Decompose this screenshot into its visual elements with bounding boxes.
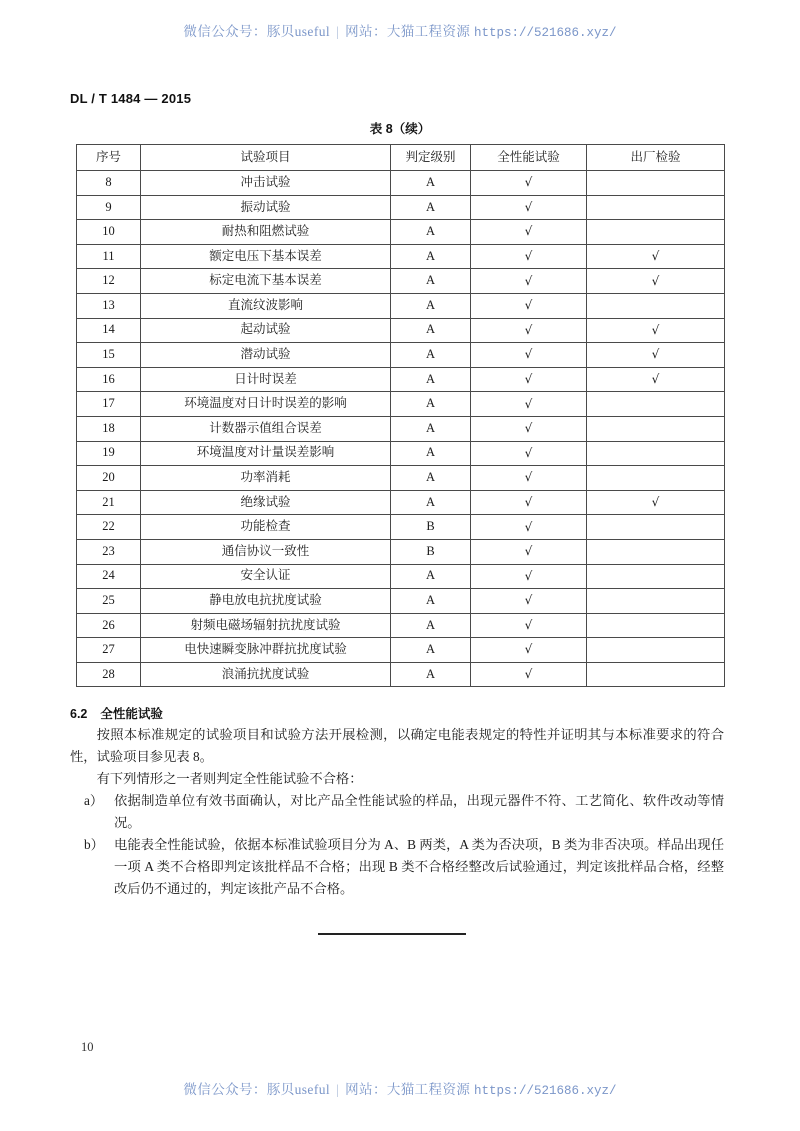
table-row [77,318,725,343]
cell-factory-inspection: √ [587,367,725,392]
table-row [77,589,725,614]
cell-full-performance: √ [471,195,587,220]
cell-no: 20 [77,466,141,491]
cell-factory-inspection [587,662,725,687]
cell-grade: A [391,589,471,614]
cell-item: 绝缘试验 [141,490,391,515]
table-container [76,144,724,687]
cell-grade: A [391,466,471,491]
col-header-item: 试验项目 [141,145,391,171]
cell-item: 环境温度对日计时误差的影响 [141,392,391,417]
cell-grade: A [391,195,471,220]
cell-item: 通信协议一致性 [141,539,391,564]
cell-no: 22 [77,515,141,540]
cell-factory-inspection [587,416,725,441]
cell-grade: A [391,171,471,196]
cell-grade: A [391,220,471,245]
cell-factory-inspection: √ [587,269,725,294]
watermark-wechat-value: 豚贝useful [266,24,331,39]
list-item-text: 电能表全性能试验，依据本标准试验项目分为 A、B 两类，A 类为否决项，B 类为非否决项。样品出现任一项 A 类不合格即判定该批样品不合格；出现 B 类不合格经整改后试验通过，判定该批样品合格，经整改后仍不通过的，判定该批产品不合格。 [114,837,724,896]
cell-no: 8 [77,171,141,196]
cell-no: 19 [77,441,141,466]
watermark-wechat-value: 豚贝useful [266,1082,331,1097]
col-header-factory-inspection: 出厂检验 [587,145,725,171]
cell-grade: A [391,392,471,417]
cell-factory-inspection [587,515,725,540]
cell-grade: A [391,441,471,466]
table-row [77,367,725,392]
table-row [77,269,725,294]
cell-item: 电快速瞬变脉冲群抗扰度试验 [141,638,391,663]
cell-item: 计数器示值组合误差 [141,416,391,441]
table-row [77,490,725,515]
table-row [77,195,725,220]
watermark-wechat-label: 微信公众号： [183,1082,267,1097]
cell-factory-inspection [587,293,725,318]
cell-full-performance: √ [471,392,587,417]
cell-factory-inspection [587,392,725,417]
list-item-marker: b） [84,837,104,852]
table-row [77,220,725,245]
cell-full-performance: √ [471,515,587,540]
cell-full-performance: √ [471,293,587,318]
cell-no: 15 [77,343,141,368]
cell-full-performance: √ [471,589,587,614]
cell-no: 25 [77,589,141,614]
cell-full-performance: √ [471,367,587,392]
cell-factory-inspection [587,589,725,614]
cell-item: 静电放电抗扰度试验 [141,589,391,614]
table-row [77,343,725,368]
cell-full-performance: √ [471,638,587,663]
table-row [77,244,725,269]
table-row [77,638,725,663]
watermark-top [0,20,800,40]
section-body [70,724,724,900]
cell-no: 24 [77,564,141,589]
cell-item: 功能检查 [141,515,391,540]
cell-item: 安全认证 [141,564,391,589]
cell-full-performance: √ [471,466,587,491]
cell-item: 射频电磁场辐射抗扰度试验 [141,613,391,638]
section-number: 6.2 [70,707,88,721]
standard-code-header: DL / T 1484 — 2015 [70,91,192,106]
table-row [77,564,725,589]
table-row [77,613,725,638]
col-header-grade: 判定级别 [391,145,471,171]
col-header-full-performance: 全性能试验 [471,145,587,171]
watermark-bottom [0,1078,800,1098]
cell-item: 起动试验 [141,318,391,343]
cell-grade: A [391,638,471,663]
cell-grade: A [391,244,471,269]
cell-factory-inspection [587,195,725,220]
cell-full-performance: √ [471,343,587,368]
cell-item: 浪涌抗扰度试验 [141,662,391,687]
list-item-text: 依据制造单位有效书面确认，对比产品全性能试验的样品，出现元器件不符、工艺简化、软件改动等情况。 [114,793,724,830]
cell-grade: A [391,269,471,294]
list-item [70,790,724,834]
cell-grade: A [391,490,471,515]
cell-full-performance: √ [471,416,587,441]
table-row [77,539,725,564]
cell-factory-inspection: √ [587,490,725,515]
col-header-no: 序号 [77,145,141,171]
cell-no: 13 [77,293,141,318]
cell-item: 标定电流下基本误差 [141,269,391,294]
cell-factory-inspection [587,613,725,638]
cell-grade: A [391,343,471,368]
section-title: 全性能试验 [100,707,163,721]
cell-no: 21 [77,490,141,515]
table-row [77,515,725,540]
table-row [77,466,725,491]
table-caption: 表 8（续） [369,122,431,136]
watermark-separator: | [336,24,340,39]
list-item [70,834,724,900]
cell-full-performance: √ [471,171,587,196]
cell-full-performance: √ [471,662,587,687]
watermark-separator: | [336,1082,340,1097]
cell-no: 18 [77,416,141,441]
cell-grade: A [391,367,471,392]
cell-factory-inspection: √ [587,318,725,343]
cell-factory-inspection [587,638,725,663]
cell-no: 17 [77,392,141,417]
cell-item: 振动试验 [141,195,391,220]
cell-grade: A [391,564,471,589]
watermark-site-label: 网站： [345,24,387,39]
horizontal-divider [318,933,466,935]
table-row [77,293,725,318]
list-item-marker: a） [84,793,104,808]
cell-no: 10 [77,220,141,245]
cell-no: 12 [77,269,141,294]
cell-grade: A [391,318,471,343]
cell-item: 冲击试验 [141,171,391,196]
cell-no: 26 [77,613,141,638]
cell-factory-inspection [587,441,725,466]
cell-no: 16 [77,367,141,392]
table-row [77,416,725,441]
cell-grade: B [391,539,471,564]
table-header [77,145,725,171]
watermark-wechat-label: 微信公众号： [183,24,267,39]
cell-item: 耐热和阻燃试验 [141,220,391,245]
cell-full-performance: √ [471,613,587,638]
cell-full-performance: √ [471,539,587,564]
cell-no: 11 [77,244,141,269]
cell-grade: B [391,515,471,540]
cell-factory-inspection [587,466,725,491]
cell-full-performance: √ [471,564,587,589]
cell-full-performance: √ [471,244,587,269]
cell-factory-inspection [587,564,725,589]
cell-full-performance: √ [471,490,587,515]
cell-item: 潜动试验 [141,343,391,368]
test-items-table [76,144,725,687]
cell-factory-inspection: √ [587,244,725,269]
cell-grade: A [391,416,471,441]
cell-no: 28 [77,662,141,687]
watermark-url: https://521686.xyz/ [474,1084,617,1098]
cell-grade: A [391,293,471,318]
section-heading [70,704,163,722]
table-row [77,392,725,417]
cell-factory-inspection [587,220,725,245]
cell-item: 日计时误差 [141,367,391,392]
cell-no: 14 [77,318,141,343]
watermark-site-value: 大猫工程资源 [386,1082,471,1097]
paragraph-1: 按照本标准规定的试验项目和试验方法开展检测，以确定电能表规定的特性并证明其与本标准要求的符合性，试验项目参见表 8。 [70,727,724,764]
cell-factory-inspection [587,171,725,196]
cell-full-performance: √ [471,220,587,245]
cell-grade: A [391,613,471,638]
page-number: 10 [81,1040,94,1054]
cell-item: 直流纹波影响 [141,293,391,318]
paragraph-2: 有下列情形之一者则判定全性能试验不合格： [96,771,363,786]
cell-no: 23 [77,539,141,564]
cell-no: 27 [77,638,141,663]
cell-grade: A [391,662,471,687]
table-row [77,171,725,196]
watermark-site-value: 大猫工程资源 [386,24,471,39]
table-body [77,171,725,687]
cell-full-performance: √ [471,318,587,343]
table-row [77,662,725,687]
table-header-row [77,145,725,171]
cell-factory-inspection [587,539,725,564]
cell-factory-inspection: √ [587,343,725,368]
watermark-site-label: 网站： [345,1082,387,1097]
cell-full-performance: √ [471,441,587,466]
table-row [77,441,725,466]
watermark-url: https://521686.xyz/ [474,26,617,40]
cell-item: 功率消耗 [141,466,391,491]
cell-full-performance: √ [471,269,587,294]
cell-item: 环境温度对计量误差影响 [141,441,391,466]
cell-item: 额定电压下基本误差 [141,244,391,269]
cell-no: 9 [77,195,141,220]
